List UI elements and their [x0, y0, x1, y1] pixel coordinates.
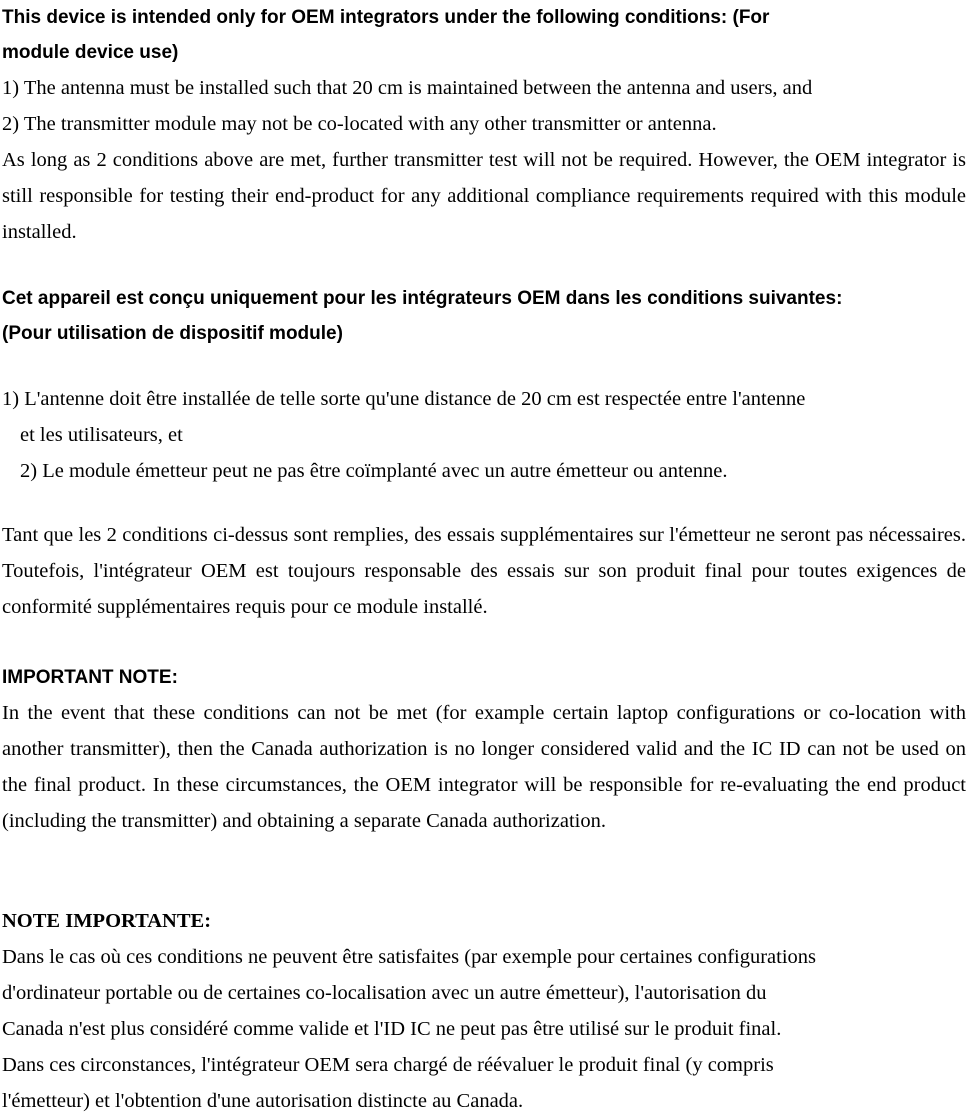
oem-condition-2: 2) The transmitter module may not be co-located with any other transmitter or antenna.: [2, 113, 717, 135]
note-importante-section: [2, 903, 966, 1119]
note-importante-line-1: Dans le cas où ces conditions ne peuvent être satisfaites (par exemple pour certaines configurations: [2, 946, 817, 968]
important-note-section: [2, 660, 966, 839]
note-importante-text: [2, 939, 966, 1119]
fr-paragraph-section: [2, 517, 966, 625]
fr-conditions-list: [2, 381, 966, 489]
note-importante-line-5: l'émetteur) et l'obtention d'une autorisation distincte au Canada.: [2, 1090, 524, 1112]
fr-heading-line-2: (Pour utilisation de dispositif module): [2, 323, 343, 344]
note-importante-line-4: Dans ces circonstances, l'intégrateur OEM sera chargé de réévaluer le produit final (y compris: [2, 1054, 774, 1076]
important-note-text: In the event that these conditions can not be met (for example certain laptop configurations or co-location with another transmitter), then the Canada authorization is no longer considered valid and the IC ID can not be used on the final product. In these circumstances, the OEM integrator will be responsible for re-evaluating the end product (including the transmitter) and obtaining a separate Canada authorization.: [2, 702, 966, 832]
oem-conditions-section: [2, 0, 966, 250]
oem-conditions-heading: [2, 0, 966, 70]
note-importante-line-3: Canada n'est plus considéré comme valide et l'ID IC ne peut pas être utilisé sur le produit final.: [2, 1018, 782, 1040]
oem-heading-line-1: This device is intended only for OEM integrators under the following conditions: (For: [2, 7, 770, 28]
oem-condition-1: 1) The antenna must be installed such that 20 cm is maintained between the antenna and users, and: [2, 77, 813, 99]
fr-condition-1-line-1: 1) L'antenne doit être installée de telle sorte qu'une distance de 20 cm est respectée entre l'antenne: [2, 388, 806, 410]
oem-heading-line-2: module device use): [2, 42, 179, 63]
oem-paragraph: As long as 2 conditions above are met, further transmitter test will not be required. However, the OEM integrator is still responsible for testing their end-product for any additional compliance requirements required with this module installed.: [2, 149, 966, 243]
fr-conditions-heading-section: [2, 281, 966, 351]
note-importante-line-2: d'ordinateur portable ou de certaines co-localisation avec un autre émetteur), l'autorisation du: [2, 982, 767, 1004]
fr-condition-2: 2) Le module émetteur peut ne pas être coïmplanté avec un autre émetteur ou antenne.: [20, 460, 728, 482]
important-note-heading: IMPORTANT NOTE:: [2, 667, 178, 688]
fr-condition-1-line-2: et les utilisateurs, et: [20, 424, 183, 446]
fr-conditions-heading: [2, 281, 966, 351]
fr-condition-1: [2, 381, 966, 453]
fr-paragraph: Tant que les 2 conditions ci-dessus sont remplies, des essais supplémentaires sur l'émetteur ne seront pas nécessaires. Toutefois, l'intégrateur OEM est toujours responsable des essais sur son produit final pour toutes exigences de conformité supplémentaires requis pour ce module installé.: [2, 524, 966, 618]
fr-heading-line-1: Cet appareil est conçu uniquement pour les intégrateurs OEM dans les conditions suivantes:: [2, 288, 843, 309]
note-importante-heading: NOTE IMPORTANTE:: [2, 910, 212, 932]
